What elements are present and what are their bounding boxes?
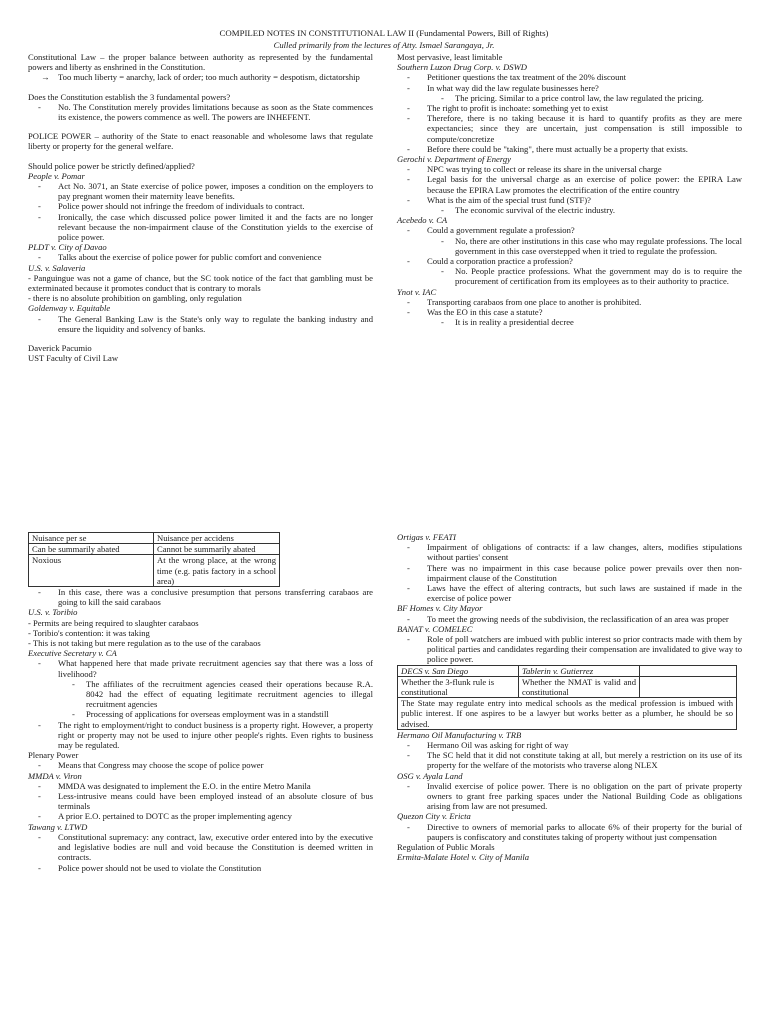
nuisance-table — [28, 532, 280, 587]
case-title: Executive Secretary v. CA — [28, 648, 117, 659]
sub-bullet: - No, there are other institutions in this case who may regulate professions. The local government in this case overstepped when it tried to regulate the profession. — [397, 236, 742, 256]
section-heading: Regulation of Public Morals — [397, 842, 495, 853]
case-title: Quezon City v. Ericta — [397, 811, 471, 822]
bullet: - Could a corporation practice a profession? — [397, 256, 742, 266]
dash-line: - Toribio's contention: it was taking — [28, 627, 150, 638]
bullet: - Directive to owners of memorial parks to allocate 6% of their property for the burial of paupers is confiscatory and constitutes taking of property without just compensation — [397, 822, 742, 842]
bullet: - MMDA was designated to implement the E.O. in the entire Metro Manila — [28, 781, 373, 791]
bullet: - What happened here that made private recruitment agencies say that there was a loss of livelihood? — [28, 658, 373, 678]
case-title: Ortigas v. FEATI — [397, 532, 456, 542]
bullet: - Police power should not be used to violate the Constitution — [28, 863, 373, 873]
document-subtitle: Culled primarily from the lectures of Atty. Ismael Sarangaya, Jr. — [273, 40, 495, 50]
case-title: Ynot v. IAC — [397, 286, 437, 297]
bullet: - NPC was trying to collect or release its share in the universal charge — [397, 164, 742, 174]
sub-bullet: - It is in reality a presidential decree — [397, 317, 742, 327]
dash-line: - Panguingue was not a game of chance, but the SC took notice of the fact that gambling must be exterminated because it promotes conduct that is contrary to morals — [28, 272, 373, 294]
bullet: - The right to employment/right to conduct business is a property right. However, a property right or property may not be used to injure other people's rights. Even rights to business may be regulated. — [28, 720, 373, 751]
table-cell: Cannot be summarily abated — [154, 544, 280, 555]
dash-line: - Permits are being required to slaughter carabaos — [28, 617, 199, 628]
bullet: - Before there could be "taking", there must actually be a property that exists. — [397, 144, 742, 154]
bullet: - The SC held that it did not constitute taking at all, but merely a restriction on its use of its property for the welfare of the motorists who traverse along NLEX — [397, 750, 742, 770]
sub-bullet: - The economic survival of the electric industry. — [397, 205, 742, 215]
bullet: - Could a government regulate a profession? — [397, 225, 742, 235]
top-right-column — [397, 52, 742, 327]
table-cell: Whether the NMAT is valid and constitutional — [519, 676, 640, 697]
bullet: - In this case, there was a conclusive presumption that persons transferring carabaos are going to kill the said carabaos — [28, 587, 373, 607]
bullet: - Police power should not infringe the freedom of individuals to contract. — [28, 201, 373, 211]
case-title: Tawang v. LTWD — [28, 821, 88, 832]
bullet: - Invalid exercise of police power. There is no obligation on the part of private property owners to grant free parking spaces under the National Building Code as obligations arising from law are not presumed. — [397, 781, 742, 812]
author-name: Daverick Pacumio — [28, 343, 92, 354]
question: Does the Constitution establish the 3 fundamental powers? — [28, 91, 231, 102]
table-cell: Noxious — [29, 555, 154, 587]
bullet: - Talks about the exercise of police power for public comfort and convenience — [28, 252, 373, 262]
table-empty-cell — [640, 676, 737, 697]
document-title: COMPILED NOTES IN CONSTITUTIONAL LAW II (Fundamental Powers, Bill of Rights) — [219, 28, 549, 38]
table-empty-cell — [640, 665, 737, 676]
dash-line: - This is not taking but mere regulation as to the use of the carabaos — [28, 638, 261, 649]
bullet: - No. The Constitution merely provides limitations because as soon as the State commences its existence, the powers commence as well. The powers are INHEFENT. — [28, 102, 373, 122]
sub-bullet: - The pricing. Similar to a price control law, the law regulated the pricing. — [397, 93, 742, 103]
bullet: - To meet the growing needs of the subdivision, the reclassification of an area was proper — [397, 614, 742, 624]
definition-paragraph: POLICE POWER – authority of the State to enact reasonable and wholesome laws that regulate liberty or property for the general welfare. — [28, 131, 373, 152]
bullet: - The right to profit is inchoate: something yet to exist — [397, 103, 742, 113]
table-header-cell: DECS v. San Diego — [398, 665, 519, 676]
intro-paragraph: Constitutional Law – the proper balance between authority as represented by the fundamental powers and liberty as enshrined in the Constitution. — [28, 52, 373, 73]
case-title: Gerochi v. Department of Energy — [397, 154, 511, 165]
bullet: - Transporting carabaos from one place to another is prohibited. — [397, 297, 742, 307]
case-title: U.S. v. Salaveria — [28, 262, 86, 273]
table-cell: Can be summarily abated — [29, 544, 154, 555]
bullet: - A prior E.O. pertained to DOTC as the proper implementing agency — [28, 811, 373, 821]
sub-bullet: - No. People practice professions. What the government may do is to require the procurement of certification from its employees as to their authority to practice. — [397, 266, 742, 286]
table-cell: At the wrong place, at the wrong time (e.g. patis factory in a school area) — [154, 555, 280, 587]
case-title: U.S. v. Toribio — [28, 607, 78, 618]
bullet: - Impairment of obligations of contracts: if a law changes, alters, modifies stipulations without parties' consent — [397, 542, 742, 562]
table-header-cell: Tablerin v. Gutierrez — [519, 665, 640, 676]
dash-line: - there is no absolute prohibition on gambling, only regulation — [28, 293, 242, 304]
section-heading: Plenary Power — [28, 750, 79, 761]
case-title: Southern Luzon Drug Corp. v. DSWD — [397, 62, 527, 73]
bullet: - Less-intrusive means could have been employed instead of an absolute closure of bus terminals — [28, 791, 373, 811]
case-title: Hermano Oil Manufacturing v. TRB — [397, 729, 522, 740]
bullet: - Petitioner questions the tax treatment of the 20% discount — [397, 72, 742, 82]
case-title: PLDT v. City of Davao — [28, 242, 107, 253]
bullet: - In what way did the law regulate businesses here? — [397, 83, 742, 93]
medical-school-table — [397, 665, 737, 730]
case-title: MMDA v. Viron — [28, 770, 82, 781]
sub-bullet: - The affiliates of the recruitment agencies ceased their operations because R.A. 8042 had the effect of equating legitimate recruitment agencies to illegal recruitment agencies — [28, 679, 373, 710]
table-cell: The State may regulate entry into medical schools as the medical profession is imbued with public interest. If one aspires to be a lawyer but works better as a plumber, he should be so advised. — [398, 698, 737, 730]
table-header-cell: Nuisance per se — [29, 533, 154, 544]
bottom-left-column — [28, 532, 373, 873]
case-title: BF Homes v. City Mayor — [397, 603, 483, 614]
bullet: - Therefore, there is no taking because it is hard to quantify profits as they are mere expectancies; since they are uncertain, just compensation is still impossible to compute/concretize — [397, 113, 742, 144]
case-title: Goldenway v. Equitable — [28, 303, 111, 314]
bullet: - What is the aim of the special trust fund (STF)? — [397, 195, 742, 205]
bullet: - Hermano Oil was asking for right of way — [397, 740, 742, 750]
bullet: - Role of poll watchers are imbued with public interest so prior contracts made with them by political parties and candidates regarding their compensation are invalidated to give way to police power. — [397, 634, 742, 665]
bottom-right-column — [397, 532, 742, 863]
table-header-cell: Nuisance per accidens — [154, 533, 280, 544]
bullet: - Act No. 3071, an State exercise of police power, imposes a condition on the employers to pay pregnant women their maternity leave benefits. — [28, 181, 373, 201]
bullet: - There was no impairment in this case because police power prevails over then non-impairment clause of the Constitution — [397, 563, 742, 583]
case-title: People v. Pomar — [28, 170, 85, 181]
case-title: OSG v. Ayala Land — [397, 770, 463, 781]
bullet: - The General Banking Law is the State's only way to regulate the banking industry and ensure the liquidity and solvency of banks. — [28, 314, 373, 334]
arrow-note: → Too much liberty = anarchy, lack of order; too much authority = despotism, dictatorship — [28, 72, 373, 82]
top-left-column — [28, 52, 373, 363]
case-title: Acebedo v. CA — [397, 215, 448, 226]
sub-bullet: - Processing of applications for overseas employment was in a standstill — [28, 709, 373, 719]
case-title: Ermita-Malate Hotel v. City of Manila — [397, 852, 530, 863]
author-school: UST Faculty of Civil Law — [28, 353, 119, 364]
bullet: - Legal basis for the universal charge as an exercise of police power: the EPIRA Law because the EPIRA Law promotes the electrification of the entire country — [397, 174, 742, 194]
section-heading: Most pervasive, least limitable — [397, 52, 503, 62]
question: Should police power be strictly defined/applied? — [28, 160, 195, 171]
bullet: - Ironically, the case which discussed police power limited it and the facts are no longer relevant because the non-impairment clause of the Constitution yields to the exercise of police power. — [28, 212, 373, 243]
bullet: - Was the EO in this case a statute? — [397, 307, 742, 317]
bullet: - Means that Congress may choose the scope of police power — [28, 760, 373, 770]
bullet: - Laws have the effect of altering contracts, but such laws are sustained if made in the exercise of police power — [397, 583, 742, 603]
table-cell: Whether the 3-flunk rule is constitutional — [398, 676, 519, 697]
case-title: BANAT v. COMELEC — [397, 623, 473, 634]
bullet: - Constitutional supremacy: any contract, law, executive order entered into by the executive and legislative bodies are null and void because the Constitution is deemed written in contracts. — [28, 832, 373, 863]
